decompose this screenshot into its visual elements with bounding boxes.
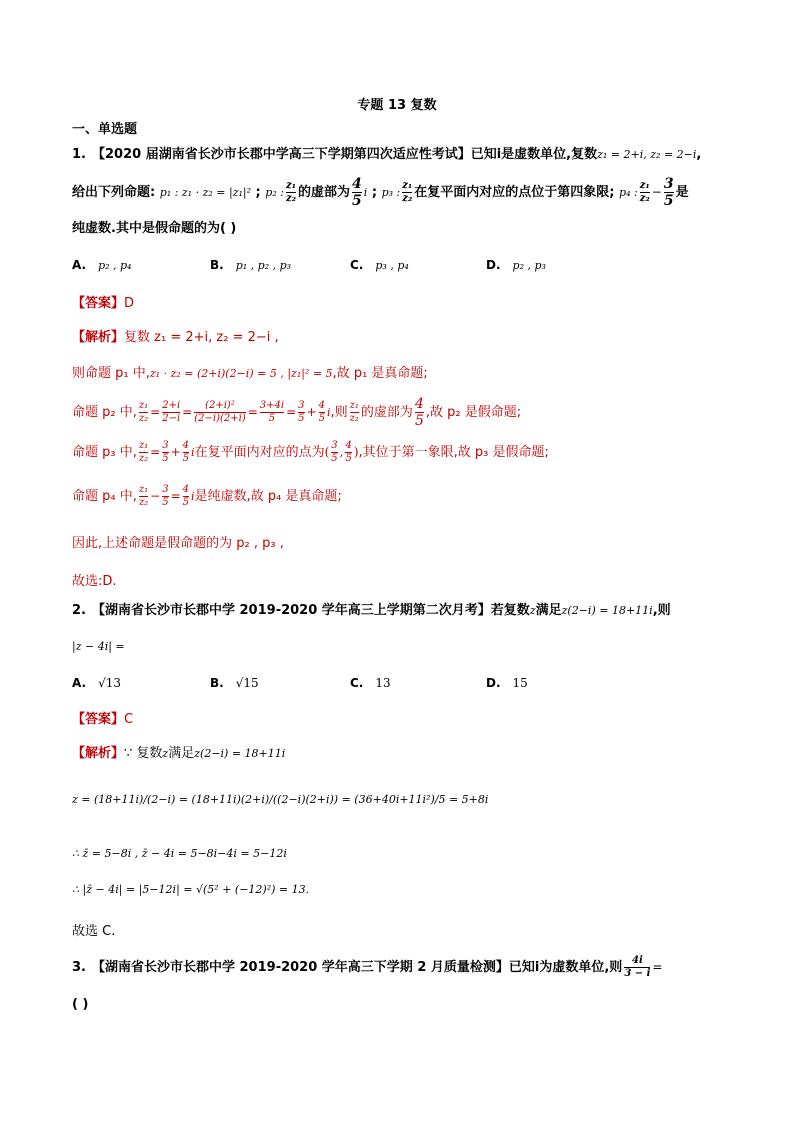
q1-option-c[interactable]: C. p₃ , p₄ bbox=[350, 258, 409, 272]
q2-option-b[interactable]: B. √15 bbox=[210, 676, 259, 690]
q1-stem-a: 已知i是虚数单位,复数 bbox=[470, 147, 598, 162]
q3-stem-line2: ( ) bbox=[72, 997, 89, 1012]
q1-p2-pre: p₂ : bbox=[265, 186, 284, 199]
q2-analysis-line1: 【解析】∵ 复数z满足z(2−i) = 18+11i bbox=[72, 746, 286, 761]
q1-option-a[interactable]: A. p₂ , p₄ bbox=[72, 258, 132, 272]
q1-answer-tag: 【答案】 bbox=[72, 296, 125, 311]
q3-number: 3. bbox=[72, 960, 86, 975]
q2-analysis-line4: ∴ |z̄ − 4i| = |5−12i| = √(5² + (−12)²) = 13. bbox=[72, 883, 310, 896]
q1-option-d[interactable]: D. p₂ , p₃ bbox=[486, 258, 546, 272]
page-title: 专题 13 复数 bbox=[357, 98, 437, 113]
q2-source: 【湖南省长沙市长郡中学 2019-2020 学年高三上学期第二次月考】 bbox=[91, 603, 491, 618]
q1-p4-mid: 是 bbox=[675, 185, 689, 200]
q1-answer bbox=[72, 292, 134, 311]
q1-p4-pre: p₄ : bbox=[619, 186, 638, 199]
q3-fraction: $\frac{4i}{3 - i}$ bbox=[624, 955, 651, 979]
q1-analysis-line7: 故选:D. bbox=[72, 574, 117, 589]
q1-p1: p₁ : z₁ · z₂ = |z₁|² bbox=[159, 186, 252, 199]
q3-stem-line1: 3. 【湖南省长沙市长郡中学 2019-2020 学年高三下学期 2 月质量检测】已知i为虚数单位,则 $\frac{4i}{3 - i}$ = bbox=[72, 955, 663, 979]
section-heading: 一、单选题 bbox=[72, 122, 138, 137]
q1-stem-line3: 纯虚数.其中是假命题的为( ) bbox=[72, 221, 237, 236]
q1-p2-mid: 的虚部为 bbox=[298, 185, 351, 200]
q1-analysis-tag: 【解析】 bbox=[72, 330, 125, 345]
q2-analysis-line2: z = (18+11i)/(2−i) = (18+11i)(2+i)/((2−i)(2+i)) = (36+40i+11i²)/5 = 5+8i bbox=[72, 793, 489, 806]
q1-analysis-line4: 命题 p₃ 中, $\frac{\text{z₁}}{\text{z₂}}$ = $\frac{3}{5}$ + $\frac{4}{5}$ i在复平面内对应的点为( $\frac{3}{5}$ , $\frac{4}{5}$ ),其位于第一象限,故 p₃ 是假命题; bbox=[72, 440, 549, 464]
q2-answer-value: C bbox=[124, 712, 134, 727]
q1-stem-line2: 给出下列命题: p₁ : z₁ · z₂ = |z₁|² ; p₂ : $\frac{\text{z₁}}{\text{z₂}}$ 的虚部为 $\frac{4}{5}$ i ; p₃ : $\frac{\text{z₁}}{\text{z₂}}$ 在复平面内对应的点位于第四象限; p₄ : $\frac{\text{z₁}}{\text{z₂}}$ − $\frac{3}{5}$ 是 bbox=[72, 176, 689, 209]
q2-analysis-line3: ∴ z̄ = 5−8i , z̄ − 4i = 5−8i−4i = 5−12i bbox=[72, 847, 287, 860]
q2-number: 2. bbox=[72, 603, 86, 618]
q1-p4-frac-b: $\frac{3}{5}$ bbox=[663, 176, 674, 209]
q1-p2-frac: $\frac{\text{z₁}}{\text{z₂}}$ bbox=[285, 180, 297, 204]
q1-p3-pre: p₃ : bbox=[381, 186, 401, 199]
q2-answer bbox=[72, 708, 133, 727]
q1-analysis-line2: 则命题 p₁ 中,z₁ · z₂ = (2+i)(2−i) = 5 , |z₁|² = 5,故 p₁ 是真命题; bbox=[72, 366, 428, 381]
q2-stem-line2: |z − 4i| = bbox=[72, 640, 125, 653]
q2-option-d[interactable]: D. 15 bbox=[486, 676, 528, 690]
q1-p2-val: i bbox=[363, 186, 368, 199]
q1-z-def: z₁ = 2+i, z₂ = 2−i bbox=[597, 148, 697, 161]
q1-source: 【2020 届湖南省长沙市长郡中学高三下学期第四次适应性考试】 bbox=[91, 147, 471, 162]
q1-analysis-line6: 因此,上述命题是假命题的为 p₂ , p₃ , bbox=[72, 536, 284, 551]
q2-option-a[interactable]: A. √13 bbox=[72, 676, 121, 690]
q2-analysis-line5: 故选 C. bbox=[72, 924, 116, 939]
q1-analysis-line3: 命题 p₂ 中, $\frac{\text{z₁}}{\text{z₂}}$ = $\frac{2+i}{2-i}$ = $\frac{\text{(2+i)²}}{(2-i)(2+i)}$ = $\frac{3+4i}{5}$ = $\frac{3}{5}$ + $\frac{4}{5}$ i,则 $\frac{\text{z₁}}{\text{z₂}}$ 的虚部为 $\frac{4}{5}$ ,故 p₂ 是假命题; bbox=[72, 396, 522, 429]
q2-analysis-tag: 【解析】 bbox=[72, 746, 125, 761]
q1-stem-b: 给出下列命题: bbox=[72, 185, 156, 200]
q1-p2-value-frac: $\frac{4}{5}$ bbox=[352, 176, 362, 209]
q1-p3-mid: 在复平面内对应的点位于第四象限; bbox=[414, 185, 615, 200]
q2-answer-tag: 【答案】 bbox=[72, 712, 125, 727]
q1-number: 1. bbox=[72, 147, 86, 162]
q1-option-b[interactable]: B. p₁ , p₂ , p₃ bbox=[210, 258, 292, 272]
q2-option-c[interactable]: C. 13 bbox=[350, 676, 391, 690]
q2-stem-line1: 2. 【湖南省长沙市长郡中学 2019-2020 学年高三上学期第二次月考】若复数z满足z(2−i) = 18+11i,则 bbox=[72, 603, 671, 618]
q1-p4-frac-a: $\frac{\text{z₁}}{\text{z₂}}$ bbox=[639, 180, 650, 204]
q3-source: 【湖南省长沙市长郡中学 2019-2020 学年高三下学期 2 月质量检测】 bbox=[91, 960, 509, 975]
q1-analysis-line1: 【解析】复数 z₁ = 2+i, z₂ = 2−i , bbox=[72, 330, 279, 345]
q1-analysis-line5: 命题 p₄ 中, $\frac{\text{z₁}}{\text{z₂}}$ − $\frac{3}{5}$ = $\frac{4}{5}$ i是纯虚数,故 p₄ 是真命题; bbox=[72, 484, 342, 508]
q1-answer-value: D bbox=[124, 296, 135, 311]
q1-p3-frac: $\frac{\text{z₁}}{\text{z₂}}$ bbox=[402, 180, 413, 204]
q1-stem-line1: 1. 【2020 届湖南省长沙市长郡中学高三下学期第四次适应性考试】已知i是虚数单位,复数z₁ = 2+i, z₂ = 2−i, bbox=[72, 147, 702, 162]
